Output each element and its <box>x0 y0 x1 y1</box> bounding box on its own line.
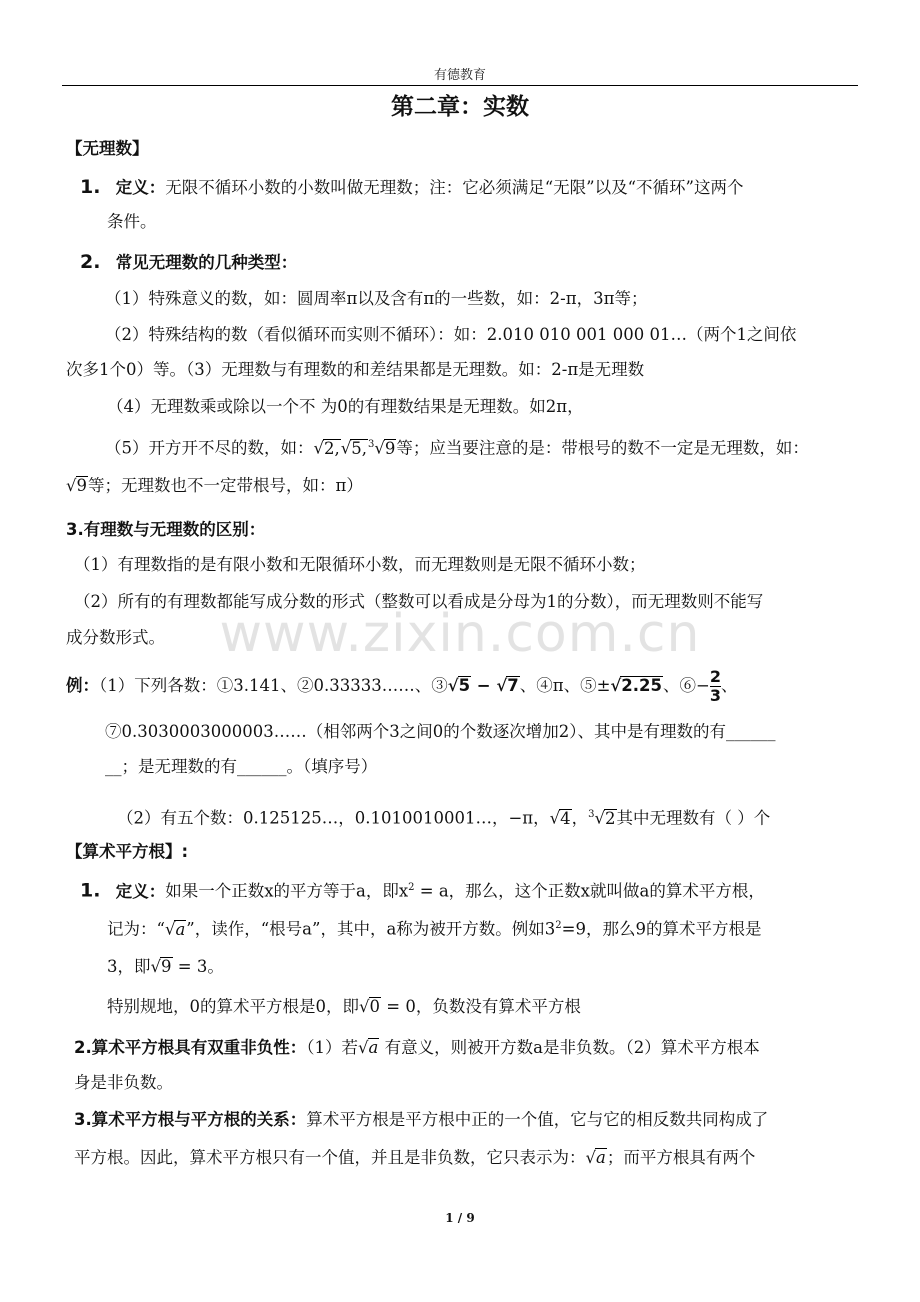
item-label: 定义： <box>115 178 166 197</box>
watermark: www.zixin.com.cn <box>219 604 701 664</box>
arith-def-line-4: 特别规地，0的算术平方根是0，即√0 = 0，负数没有算术平方根 <box>107 997 581 1016</box>
comma: ， <box>571 808 589 828</box>
section-heading-irrational: 【无理数】 <box>66 139 149 158</box>
page-title: 第二章：实数 <box>391 94 529 120</box>
sqrt-a: a <box>368 1038 379 1057</box>
example-2-text-b: 其中无理数有（ ）个 <box>616 808 771 828</box>
sqrt-a: a <box>175 919 186 939</box>
relation-text-c: ；而平方根具有两个 <box>606 1148 756 1167</box>
example-text-b: 、④π、⑤± <box>519 676 611 695</box>
arith-def-text-f: 3，即 <box>107 957 151 976</box>
sqrt-2: 2, <box>324 438 340 458</box>
sqrt-5-bold: 5 <box>458 676 471 695</box>
superscript: 2 <box>555 920 562 931</box>
relation-line-cont: 平方根。因此，算术平方根只有一个值，并且是非负数，它只表示为：√a；而平方根具有两个 <box>74 1148 756 1167</box>
item-label: 定义： <box>115 881 166 901</box>
arith-def-text-d: ”，读作，“根号a”，其中，a称为被开方数。例如3 <box>186 919 556 939</box>
item-text: 无限不循环小数的小数叫做无理数；注：它必须满足“无限”以及“不循环”这两个 <box>165 178 744 197</box>
difference-2-cont: 成分数形式。 <box>66 628 165 647</box>
difference-1: （1）有理数指的是有限小数和无限循环小数，而无理数则是无限不循环小数； <box>74 555 646 574</box>
nonneg-label: 2.算术平方根具有双重非负性： <box>74 1038 307 1057</box>
cbrt-9: 9 <box>384 438 396 458</box>
example-2: （2）有五个数：0.125125…，0.1010010001…，−π，√4，$^3$√2其中无理数有（ ）个 <box>117 808 771 828</box>
type-2: （2）特殊结构的数（看似循环而实则不循环）：如：2.010 010 001 000 01…（两个1之间依 <box>105 325 797 344</box>
sqrt-4: 4 <box>560 808 571 828</box>
arith-def-line-3: 3，即√9 = 3。 <box>107 957 224 976</box>
arith-def-line <box>80 876 765 904</box>
example-text-d: 、 <box>720 676 738 695</box>
type-5-text-b: 等；应当要注意的是：带根号的数不一定是无理数，如： <box>396 438 809 458</box>
sqrt-5: 5, <box>351 438 368 458</box>
header-rule <box>62 85 858 86</box>
fraction-numerator: 2 <box>709 667 721 686</box>
type-5-cont-text: 等；无理数也不一定带根号，如：π） <box>88 476 363 495</box>
sqrt-7-bold: 7 <box>507 676 519 695</box>
relation-text: 算术平方根是平方根中正的一个值，它与它的相反数共同构成了 <box>306 1110 769 1129</box>
relation-line <box>74 1108 768 1132</box>
sqrt-a: a <box>596 1148 606 1167</box>
example-1-cont: ⑦0.3030003000003……（相邻两个3之间0的个数逐次增加2）、其中是有理数的有______ <box>105 722 776 741</box>
relation-text-b: 平方根。因此，算术平方根只有一个值，并且是非负数，它只表示为： <box>74 1148 586 1167</box>
arith-def-line-2: 记为：“√a”，读作，“根号a”，其中，a称为被开方数。例如$3^2=9$，那么9的算术平方根是 <box>107 919 762 939</box>
types-heading <box>80 250 297 275</box>
page-header: 有德教育 <box>433 68 486 83</box>
item-label: 常见无理数的几种类型： <box>115 253 298 272</box>
example-1-blank: __；是无理数的有______。（填序号） <box>105 757 378 776</box>
arith-def-text-i: = 0，负数没有算术平方根 <box>381 997 581 1016</box>
page-number: 1 / 9 <box>445 1211 475 1225</box>
type-1: （1）特殊意义的数，如：圆周率π以及含有π的一些数，如：2-π，3π等； <box>105 289 648 308</box>
section-heading-difference: 3.有理数与无理数的区别： <box>66 520 266 539</box>
example-1: 例：（1）下列各数：①3.141、②0.33333……、③√5 − √7、④π、⑤±√2.25、⑥− $\frac{2}{3}$ 、 <box>66 667 738 705</box>
nonneg-text: （1）若 <box>306 1038 358 1057</box>
arith-def-text-h: 特别规地，0的算术平方根是0，即 <box>107 997 359 1016</box>
definition-line <box>80 175 743 200</box>
example-text: （1）下列各数：①3.141、②0.33333……、③ <box>99 676 448 695</box>
sqrt-2-25: 2.25 <box>621 676 662 695</box>
type-5-text: （5）开方开不尽的数，如： <box>105 438 314 458</box>
arith-def-text-g: = 3。 <box>172 957 224 976</box>
difference-2: （2）所有的有理数都能写成分数的形式（整数可以看成是分母为1的分数），而无理数则不能写 <box>74 592 764 611</box>
arith-def-text: 如果一个正数x的平方等于a，即x <box>165 881 409 901</box>
type-4: （4）无理数乘或除以一个不 为0的有理数结果是无理数。如2π， <box>107 397 584 416</box>
nonneg-text-b: 有意义，则被开方数a是非负数。（2）算术平方根本 <box>379 1038 760 1057</box>
section-heading-arith-root: 【算术平方根】: <box>66 842 189 861</box>
sqrt-9: 9 <box>76 476 88 495</box>
sqrt-0: 0 <box>369 997 381 1016</box>
item-number: 1. <box>80 879 101 902</box>
cbrt-2: 2 <box>605 808 616 828</box>
sqrt-9: 9 <box>161 957 172 976</box>
arith-def-text-b: = a，那么，这个正数x就叫做a的算术平方根， <box>414 881 765 901</box>
arith-def-text-e: =9，那么9的算术平方根是 <box>561 919 762 939</box>
fraction-two-thirds <box>710 668 721 705</box>
relation-label: 3.算术平方根与平方根的关系： <box>74 1110 307 1129</box>
minus-sign: − <box>471 676 497 695</box>
item-number: 1. <box>80 176 101 198</box>
example-text-c: 、⑥− <box>662 676 710 695</box>
fraction-denominator: 3 <box>709 686 721 705</box>
nonneg-line-cont: 身是非负数。 <box>74 1073 173 1092</box>
example-2-text: （2）有五个数：0.125125…，0.1010010001…，−π， <box>117 808 550 828</box>
type-2-cont: 次多1个0）等。（3）无理数与有理数的和差结果都是无理数。如：2-π是无理数 <box>66 360 645 379</box>
arith-def-text-c: 记为：“ <box>107 919 165 939</box>
nonneg-line: 2.算术平方根具有双重非负性：（1）若√a 有意义，则被开方数a是非负数。（2）算术平方根本 <box>74 1038 760 1057</box>
type-5-cont: √9等；无理数也不一定带根号，如：π） <box>66 476 363 495</box>
superscript: 2 <box>408 882 415 893</box>
example-label: 例： <box>66 676 99 695</box>
definition-line-cont: 条件。 <box>107 212 157 231</box>
item-number: 2. <box>80 251 101 273</box>
type-5: （5）开方开不尽的数，如：√2,√5,$^3$√9等；应当要注意的是：带根号的数不一定是无理数，如： <box>105 438 809 458</box>
